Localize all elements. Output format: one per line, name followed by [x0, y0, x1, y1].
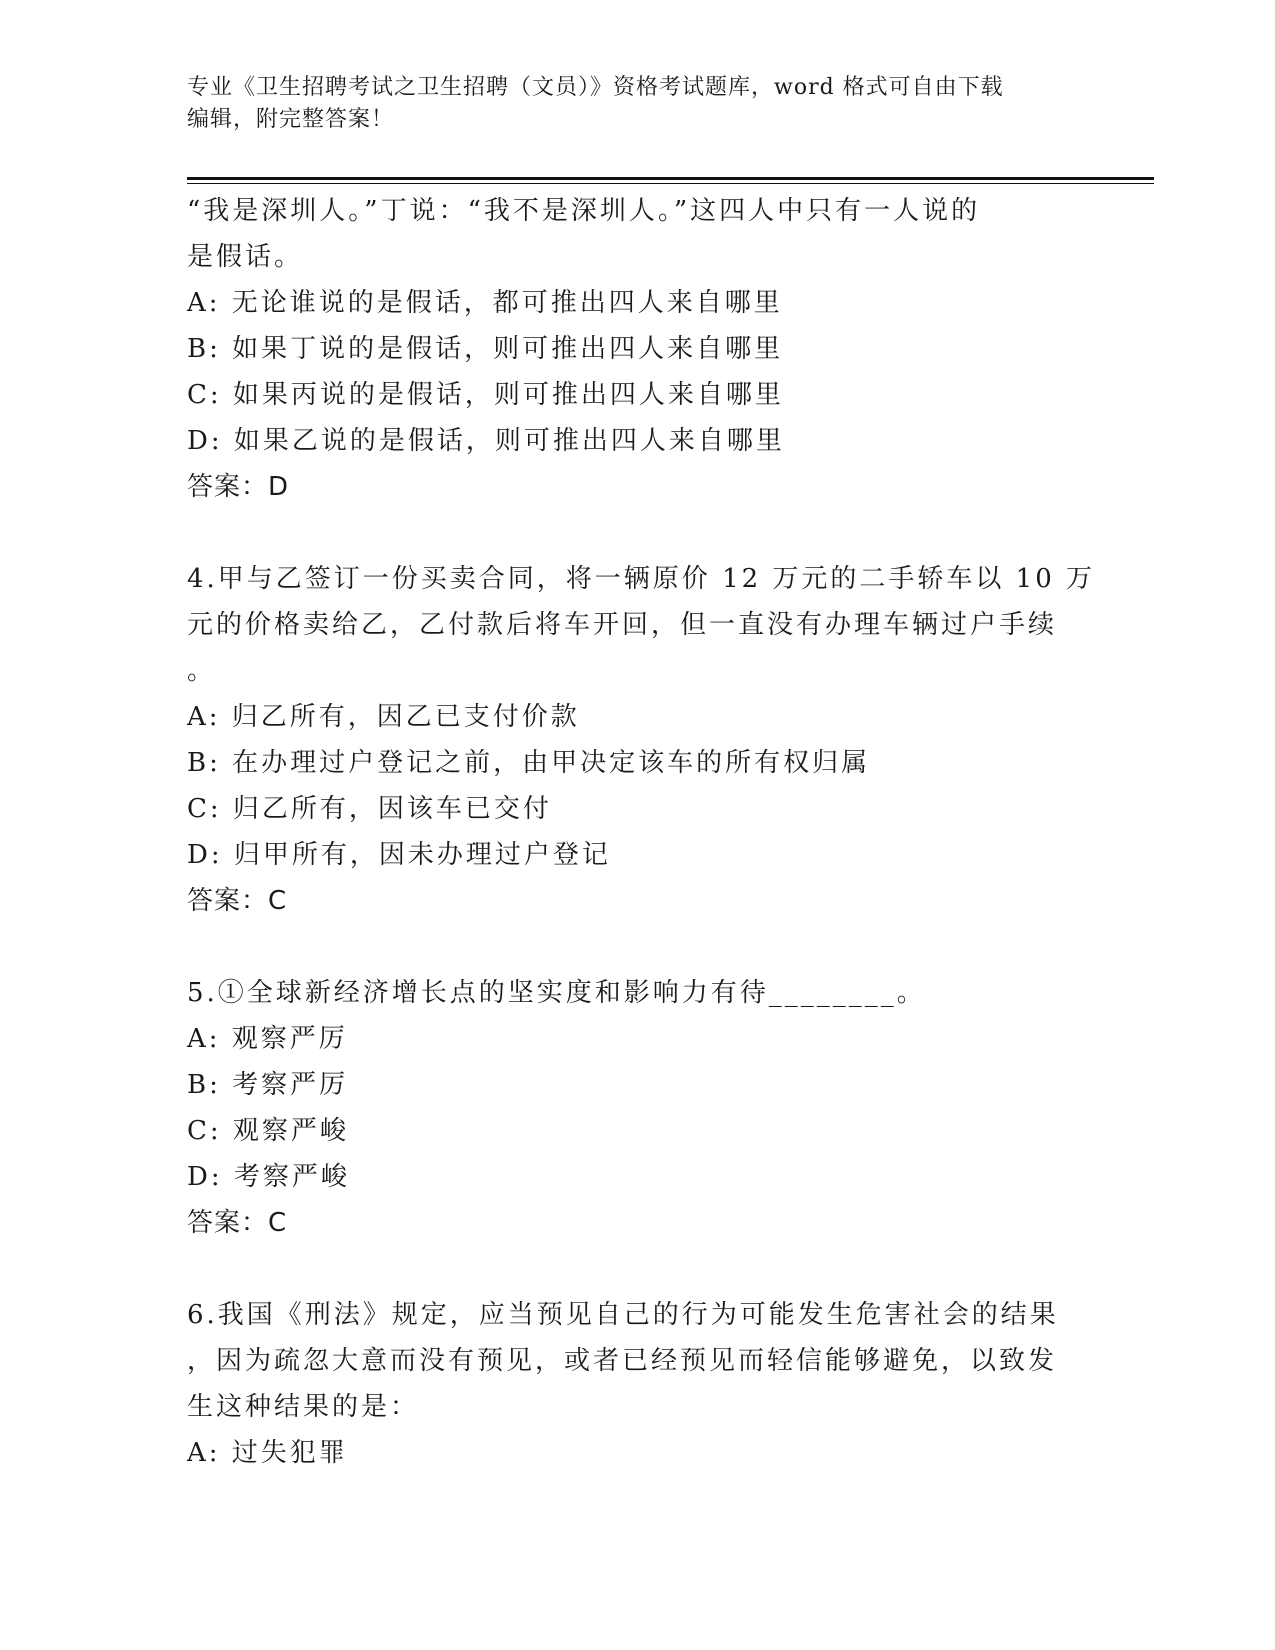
document-header — [187, 72, 1087, 136]
answer-text: 答案：C — [187, 1208, 288, 1238]
question-text-line: 5.①全球新经济增长点的坚实度和影响力有待________。 — [187, 978, 926, 1008]
option-c: C: 如果丙说的是假话，则可推出四人来自哪里 — [187, 380, 784, 410]
question-4 — [187, 556, 1096, 924]
option-d: D: 归甲所有，因未办理过户登记 — [187, 840, 611, 870]
question-text-line: 6.我国《刑法》规定，应当预见自己的行为可能发生危害社会的结果 — [187, 1300, 1059, 1330]
spacer — [187, 924, 1067, 970]
question-list — [187, 188, 1096, 1476]
question-text-line: 4.甲与乙签订一份买卖合同，将一辆原价 12 万元的二手轿车以 10 万 — [187, 564, 1096, 594]
option-c: C: 归乙所有，因该车已交付 — [187, 794, 552, 824]
option-a: A: 归乙所有，因乙已支付价款 — [187, 702, 580, 732]
option-b: B: 考察严厉 — [187, 1070, 349, 1100]
question-5 — [187, 970, 1067, 1246]
header-divider-thick — [187, 177, 1154, 180]
spacer — [187, 510, 1067, 556]
answer-text: 答案：D — [187, 472, 290, 502]
header-line-2: 编辑，附完整答案！ — [187, 107, 395, 132]
option-d: D: 如果乙说的是假话，则可推出四人来自哪里 — [187, 426, 785, 456]
question-text-line: 是假话。 — [187, 242, 304, 272]
header-line-1: 专业《卫生招聘考试之卫生招聘（文员）》资格考试题库，word 格式可自由下载 — [187, 75, 1004, 100]
option-c: C: 观察严峻 — [187, 1116, 349, 1146]
header-divider-thin — [187, 183, 1154, 184]
question-text-line: 。 — [187, 656, 217, 686]
option-d: D: 考察严峻 — [187, 1162, 350, 1192]
spacer — [187, 1246, 1067, 1292]
question-6 — [187, 1292, 1067, 1476]
option-a: A: 无论谁说的是假话，都可推出四人来自哪里 — [187, 288, 783, 318]
option-b: B: 如果丁说的是假话，则可推出四人来自哪里 — [187, 334, 784, 364]
question-text-line: “我是深圳人。”丁说：“我不是深圳人。”这四人中只有一人说的 — [187, 196, 981, 226]
question-text-line: 元的价格卖给乙，乙付款后将车开回，但一直没有办理车辆过户手续 — [187, 610, 1058, 640]
option-b: B: 在办理过户登记之前，由甲决定该车的所有权归属 — [187, 748, 871, 778]
option-a: A: 观察严厉 — [187, 1024, 348, 1054]
answer-text: 答案：C — [187, 886, 288, 916]
question-text-line: ，因为疏忽大意而没有预见，或者已经预见而轻信能够避免，以致发 — [187, 1346, 1058, 1376]
question-text-line: 生这种结果的是： — [187, 1392, 420, 1422]
question-3 — [187, 188, 1067, 510]
option-a: A: 过失犯罪 — [187, 1438, 348, 1468]
